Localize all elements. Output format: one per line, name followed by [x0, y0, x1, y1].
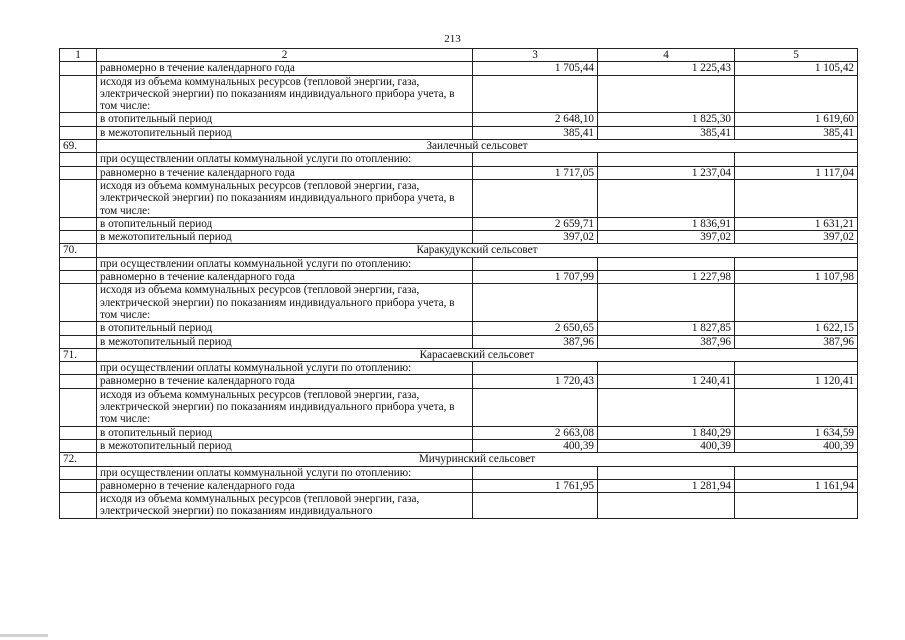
- value-cell-4: 1 240,41: [598, 375, 735, 388]
- value-cell-4: [598, 179, 735, 217]
- value-cell-4: 1 840,29: [598, 426, 735, 439]
- value-cell-4: [598, 284, 735, 322]
- column-header: 4: [598, 49, 735, 62]
- value-cell-4: [598, 153, 735, 166]
- section-title: Заилечный сельсовет: [97, 140, 858, 153]
- value-cell-3: [473, 75, 598, 113]
- section-row: [60, 453, 858, 466]
- value-cell-5: [735, 75, 858, 113]
- row-number-cell: [60, 179, 97, 217]
- value-cell-5: [735, 153, 858, 166]
- row-label: в межотопительный период: [97, 439, 473, 452]
- value-cell-3: [473, 388, 598, 426]
- value-cell-4: [598, 362, 735, 375]
- row-number-cell: [60, 153, 97, 166]
- value-cell-3: 400,39: [473, 439, 598, 452]
- row-number-cell: [60, 335, 97, 348]
- row-label: исходя из объема коммунальных ресурсов (тепловой энергии, газа, электрической энергии) по показаниям индивидуального прибора учета, в том числе:: [97, 75, 473, 113]
- row-label: в отопительный период: [97, 322, 473, 335]
- value-cell-3: 1 717,05: [473, 166, 598, 179]
- row-number-cell: [60, 362, 97, 375]
- column-header: 2: [97, 49, 473, 62]
- value-cell-3: 385,41: [473, 126, 598, 139]
- value-cell-3: [473, 493, 598, 519]
- row-label: при осуществлении оплаты коммунальной услуги по отоплению:: [97, 362, 473, 375]
- row-number-cell: [60, 284, 97, 322]
- value-cell-5: 1 117,04: [735, 166, 858, 179]
- row-number-cell: [60, 113, 97, 126]
- value-cell-4: 1 825,30: [598, 113, 735, 126]
- table-row: [60, 493, 858, 519]
- value-cell-5: [735, 362, 858, 375]
- section-number: 71.: [60, 348, 97, 361]
- value-cell-5: 1 634,59: [735, 426, 858, 439]
- table-row: [60, 179, 858, 217]
- table-row: [60, 113, 858, 126]
- column-header: 1: [60, 49, 97, 62]
- table-row: [60, 375, 858, 388]
- table-row: [60, 75, 858, 113]
- value-cell-5: 1 631,21: [735, 217, 858, 230]
- value-cell-5: [735, 493, 858, 519]
- scan-edge-mark: [0, 634, 48, 637]
- row-label: равномерно в течение календарного года: [97, 62, 473, 75]
- row-number-cell: [60, 479, 97, 492]
- value-cell-4: 397,02: [598, 231, 735, 244]
- value-cell-3: 397,02: [473, 231, 598, 244]
- section-row: [60, 348, 858, 361]
- value-cell-5: 1 619,60: [735, 113, 858, 126]
- value-cell-3: 2 650,65: [473, 322, 598, 335]
- row-label: при осуществлении оплаты коммунальной услуги по отоплению:: [97, 153, 473, 166]
- value-cell-3: [473, 153, 598, 166]
- value-cell-5: 1 105,42: [735, 62, 858, 75]
- value-cell-5: 397,02: [735, 231, 858, 244]
- row-number-cell: [60, 466, 97, 479]
- value-cell-5: 1 120,41: [735, 375, 858, 388]
- row-number-cell: [60, 231, 97, 244]
- table-row: [60, 231, 858, 244]
- value-cell-5: [735, 284, 858, 322]
- value-cell-4: 1 827,85: [598, 322, 735, 335]
- table-row: [60, 126, 858, 139]
- value-cell-5: 1 161,94: [735, 479, 858, 492]
- value-cell-5: 400,39: [735, 439, 858, 452]
- value-cell-4: [598, 493, 735, 519]
- value-cell-4: [598, 466, 735, 479]
- row-label: в межотопительный период: [97, 126, 473, 139]
- row-number-cell: [60, 426, 97, 439]
- table-row: [60, 479, 858, 492]
- row-number-cell: [60, 493, 97, 519]
- section-number: 70.: [60, 244, 97, 257]
- row-number-cell: [60, 439, 97, 452]
- page-number: 213: [444, 33, 461, 45]
- table-row: [60, 466, 858, 479]
- row-label: в отопительный период: [97, 113, 473, 126]
- value-cell-3: 387,96: [473, 335, 598, 348]
- row-number-cell: [60, 271, 97, 284]
- column-header: 3: [473, 49, 598, 62]
- row-label: в межотопительный период: [97, 231, 473, 244]
- value-cell-3: 1 705,44: [473, 62, 598, 75]
- section-number: 72.: [60, 453, 97, 466]
- row-number-cell: [60, 75, 97, 113]
- column-header: 5: [735, 49, 858, 62]
- value-cell-5: [735, 388, 858, 426]
- row-number-cell: [60, 62, 97, 75]
- section-title: Мичуринский сельсовет: [97, 453, 858, 466]
- value-cell-4: 387,96: [598, 335, 735, 348]
- value-cell-3: 2 663,08: [473, 426, 598, 439]
- row-label: равномерно в течение календарного года: [97, 271, 473, 284]
- row-number-cell: [60, 166, 97, 179]
- value-cell-4: 1 225,43: [598, 62, 735, 75]
- table-body: [60, 49, 858, 519]
- value-cell-4: 1 281,94: [598, 479, 735, 492]
- value-cell-3: 1 761,95: [473, 479, 598, 492]
- table-row: [60, 322, 858, 335]
- row-label: при осуществлении оплаты коммунальной услуги по отоплению:: [97, 257, 473, 270]
- row-label: исходя из объема коммунальных ресурсов (тепловой энергии, газа, электрической энергии) по показаниям индивидуального прибора учета, в том числе:: [97, 388, 473, 426]
- value-cell-3: [473, 466, 598, 479]
- value-cell-3: 2 648,10: [473, 113, 598, 126]
- table-row: [60, 257, 858, 270]
- value-cell-5: 385,41: [735, 126, 858, 139]
- value-cell-5: [735, 466, 858, 479]
- table-row: [60, 271, 858, 284]
- row-label: равномерно в течение календарного года: [97, 166, 473, 179]
- table-row: [60, 217, 858, 230]
- table-row: [60, 388, 858, 426]
- table-row: [60, 166, 858, 179]
- value-cell-3: [473, 284, 598, 322]
- table-row: [60, 426, 858, 439]
- row-label: равномерно в течение календарного года: [97, 375, 473, 388]
- tariff-table: [59, 48, 858, 519]
- value-cell-4: 1 836,91: [598, 217, 735, 230]
- value-cell-3: 1 707,99: [473, 271, 598, 284]
- section-row: [60, 140, 858, 153]
- row-number-cell: [60, 388, 97, 426]
- row-number-cell: [60, 217, 97, 230]
- value-cell-5: 1 622,15: [735, 322, 858, 335]
- table-row: [60, 153, 858, 166]
- value-cell-5: 1 107,98: [735, 271, 858, 284]
- header-row: [60, 49, 858, 62]
- row-label: при осуществлении оплаты коммунальной услуги по отоплению:: [97, 466, 473, 479]
- value-cell-4: 1 237,04: [598, 166, 735, 179]
- row-label: исходя из объема коммунальных ресурсов (тепловой энергии, газа, электрической энергии) по показаниям индивидуального: [97, 493, 473, 519]
- value-cell-5: [735, 257, 858, 270]
- value-cell-4: [598, 75, 735, 113]
- section-title: Карасаевский сельсовет: [97, 348, 858, 361]
- section-number: 69.: [60, 140, 97, 153]
- table-row: [60, 362, 858, 375]
- value-cell-3: [473, 257, 598, 270]
- value-cell-3: [473, 179, 598, 217]
- value-cell-3: 1 720,43: [473, 375, 598, 388]
- row-label: в отопительный период: [97, 217, 473, 230]
- row-number-cell: [60, 322, 97, 335]
- value-cell-4: [598, 388, 735, 426]
- value-cell-5: 387,96: [735, 335, 858, 348]
- row-label: в отопительный период: [97, 426, 473, 439]
- value-cell-4: 400,39: [598, 439, 735, 452]
- row-number-cell: [60, 126, 97, 139]
- row-label: исходя из объема коммунальных ресурсов (тепловой энергии, газа, электрической энергии) по показаниям индивидуального прибора учета, в том числе:: [97, 179, 473, 217]
- table-row: [60, 335, 858, 348]
- row-label: в межотопительный период: [97, 335, 473, 348]
- value-cell-4: 385,41: [598, 126, 735, 139]
- value-cell-3: 2 659,71: [473, 217, 598, 230]
- value-cell-4: [598, 257, 735, 270]
- value-cell-3: [473, 362, 598, 375]
- row-number-cell: [60, 375, 97, 388]
- row-number-cell: [60, 257, 97, 270]
- table-row: [60, 62, 858, 75]
- table-row: [60, 439, 858, 452]
- row-label: исходя из объема коммунальных ресурсов (тепловой энергии, газа, электрической энергии) по показаниям индивидуального прибора учета, в том числе:: [97, 284, 473, 322]
- row-label: равномерно в течение календарного года: [97, 479, 473, 492]
- table-row: [60, 284, 858, 322]
- section-title: Каракудукский сельсовет: [97, 244, 858, 257]
- value-cell-4: 1 227,98: [598, 271, 735, 284]
- section-row: [60, 244, 858, 257]
- value-cell-5: [735, 179, 858, 217]
